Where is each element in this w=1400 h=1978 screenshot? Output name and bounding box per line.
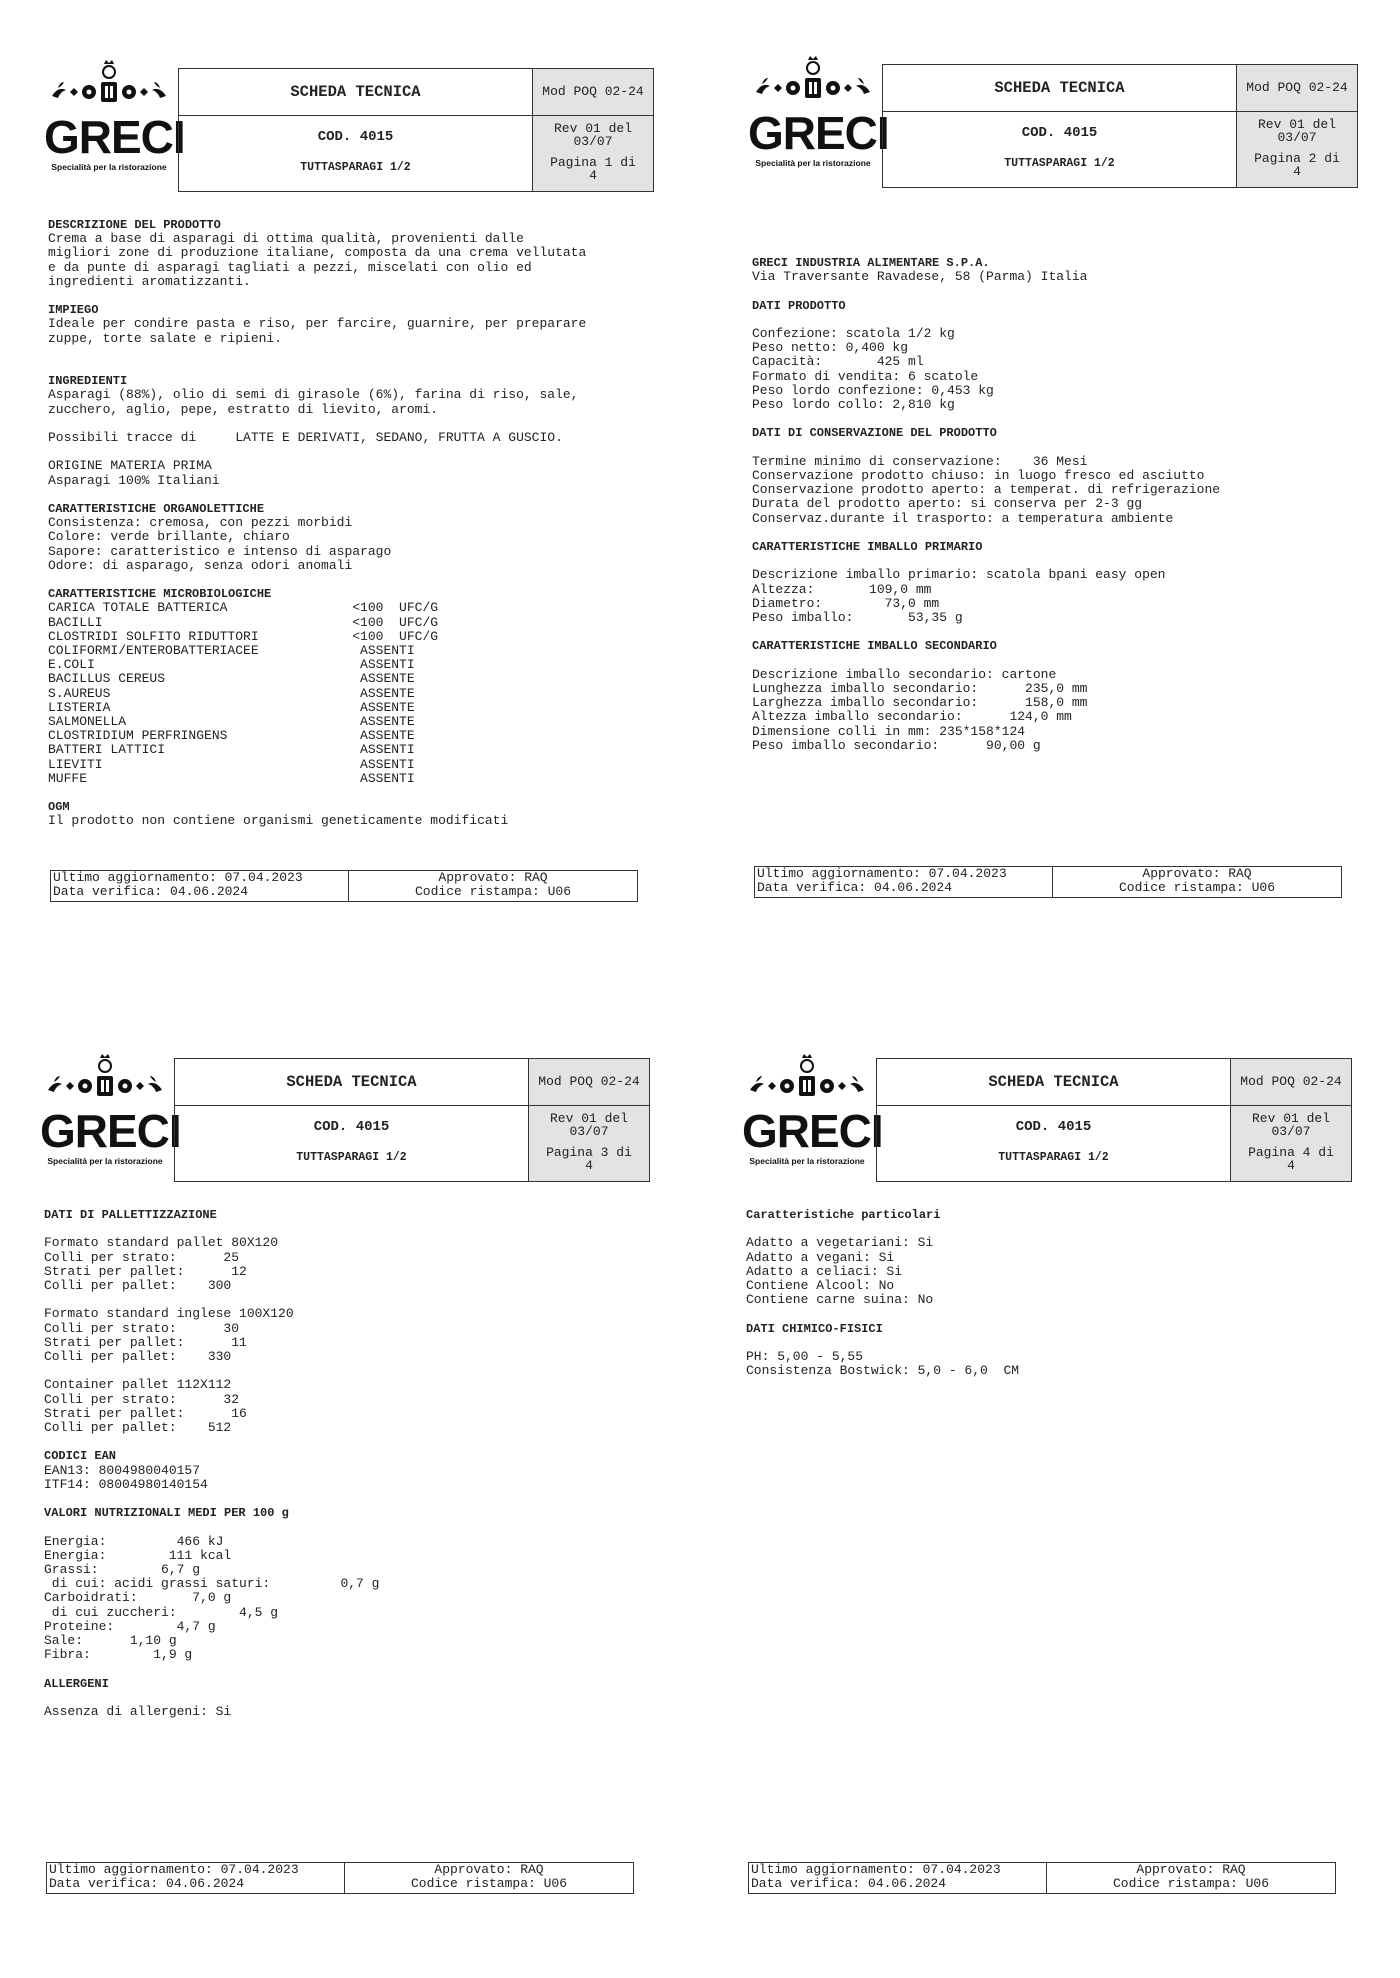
verify-date: Data verifica: 04.06.2024 bbox=[49, 1876, 245, 1891]
section-heading: CODICI EAN bbox=[44, 1449, 117, 1464]
greci-logo bbox=[742, 1052, 883, 1172]
logo-wordmark: GRECI bbox=[44, 111, 185, 163]
page-number: Pagina 3 di 4 bbox=[546, 1145, 632, 1173]
verify-date: Data verifica: 04.06.2024 bbox=[53, 884, 249, 899]
section-heading: DESCRIZIONE DEL PRODOTTO bbox=[48, 218, 221, 232]
footer-box bbox=[46, 1862, 634, 1894]
module-code: Mod POQ 02-24 bbox=[1237, 65, 1357, 112]
spacer bbox=[752, 554, 1220, 568]
section-heading: DATI DI PALLETTIZZAZIONE bbox=[44, 1208, 217, 1222]
verify-date: Data verifica: 04.06.2024 bbox=[751, 1876, 947, 1891]
section-text: Formato standard pallet 80X120 Colli per strato: 25 Strati per pallet: 12 Colli per pallet: 300 Formato standard inglese 100X120 Colli per strato: 30 Strati per pallet: 11 Colli per pallet: 330 Container pallet 112X112 Colli per strato: 32 Strati per pallet: 16 Colli per pallet: 512 bbox=[44, 1235, 294, 1436]
page-number: Pagina 4 di 4 bbox=[1248, 1145, 1334, 1173]
page-number: Pagina 1 di 4 bbox=[550, 155, 636, 183]
section-text: Confezione: scatola 1/2 kg Peso netto: 0,400 kg Capacità: 425 ml Formato di vendita: 6 scatole Peso lordo confezione: 0,453 kg Peso lordo collo: 2,810 kg bbox=[752, 326, 994, 413]
module-code: Mod POQ 02-24 bbox=[533, 69, 653, 116]
section-heading: DATI DI CONSERVAZIONE DEL PRODOTTO bbox=[752, 426, 997, 441]
spacer bbox=[44, 1492, 379, 1506]
approved-by: Approvato: RAQ bbox=[1136, 1862, 1246, 1877]
section-text: Il prodotto non contiene organismi geneticamente modificati bbox=[48, 813, 509, 829]
document-title: SCHEDA TECNICA bbox=[175, 1059, 528, 1106]
greci-logo bbox=[44, 58, 185, 178]
section-heading: DATI PRODOTTO bbox=[752, 298, 846, 313]
last-update: Ultimo aggiornamento: 07.04.2023 bbox=[751, 1862, 1001, 1877]
greci-logo bbox=[40, 1052, 181, 1172]
section-text: Energia: 466 kJ Energia: 111 kcal Grassi: 6,7 g di cui: acidi grassi saturi: 0,7 g Carboidrati: 7,0 g di cui zuccheri: 4,5 g Proteine: 4,7 g Sale: 1,10 g Fibra: 1,9 g bbox=[44, 1533, 380, 1663]
revision: Rev 01 del 03/07 bbox=[1257, 117, 1336, 145]
header-box bbox=[174, 1058, 650, 1182]
footer-box bbox=[50, 870, 638, 902]
greci-emblem-icon bbox=[40, 1052, 170, 1112]
last-update: Ultimo aggiornamento: 07.04.2023 bbox=[53, 870, 303, 885]
section-heading: ALLERGENI bbox=[44, 1676, 109, 1691]
section-heading: INGREDIENTI bbox=[48, 374, 128, 389]
spacer bbox=[44, 1691, 379, 1705]
section-text: Ideale per condire pasta e riso, per farcire, guarnire, per preparare zuppe, torte salate e ripieni. bbox=[48, 316, 587, 346]
section-text: Via Traversante Ravadese, 58 (Parma) Italia bbox=[752, 269, 1088, 285]
module-code: Mod POQ 02-24 bbox=[1231, 1059, 1351, 1106]
greci-emblem-icon bbox=[742, 1052, 872, 1112]
page-content bbox=[44, 1208, 379, 1719]
section-heading: CARATTERISTICHE IMBALLO PRIMARIO bbox=[752, 540, 983, 554]
last-update: Ultimo aggiornamento: 07.04.2023 bbox=[49, 1862, 299, 1877]
revision: Rev 01 del 03/07 bbox=[549, 1111, 628, 1139]
section-text: Assenza di allergeni: Si bbox=[44, 1704, 232, 1720]
logo-tagline: Specialità per la ristorazione bbox=[749, 1156, 865, 1166]
spacer bbox=[752, 313, 1220, 327]
section-heading: IMPIEGO bbox=[48, 303, 99, 318]
product-code: COD. 4015 bbox=[317, 129, 394, 145]
reprint-code: Codice ristampa: U06 bbox=[1112, 1876, 1270, 1891]
section-heading: OGM bbox=[48, 800, 70, 815]
spacer bbox=[48, 488, 586, 502]
logo-tagline: Specialità per la ristorazione bbox=[47, 1156, 163, 1166]
spacer bbox=[746, 1222, 1019, 1236]
document-title: SCHEDA TECNICA bbox=[179, 69, 532, 116]
revision: Rev 01 del 03/07 bbox=[553, 121, 632, 149]
spacer bbox=[746, 1307, 1019, 1321]
section-text: Descrizione imballo secondario: cartone Lunghezza imballo secondario: 235,0 mm Larghezza imballo secondario: 158,0 mm Altezza imballo secondario: 124,0 mm Dimensione colli in mm: 235*158*124 Peso imballo secondario: 90,00 g bbox=[752, 666, 1088, 753]
product-code: COD. 4015 bbox=[1021, 125, 1098, 141]
product-name: TUTTASPARAGI 1/2 bbox=[296, 1151, 407, 1164]
spacer bbox=[752, 625, 1220, 639]
spacer bbox=[746, 1336, 1019, 1350]
section-text: Termine minimo di conservazione: 36 Mesi Conservazione prodotto chiuso: in luogo fresco ed asciutto Conservazione prodotto aperto: a temperat. di refrigerazione Durata del prodotto aperto: si conserva per 2-3 gg Conservaz.durante il trasporto: a temperatura ambiente bbox=[752, 453, 1221, 526]
page-content bbox=[746, 1208, 1019, 1378]
spacer bbox=[752, 526, 1220, 540]
section-heading: DATI CHIMICO-FISICI bbox=[746, 1321, 883, 1336]
last-update: Ultimo aggiornamento: 07.04.2023 bbox=[757, 866, 1007, 881]
document-title: SCHEDA TECNICA bbox=[877, 1059, 1230, 1106]
spacer bbox=[48, 346, 586, 374]
spacer bbox=[752, 412, 1220, 426]
product-name: TUTTASPARAGI 1/2 bbox=[1004, 157, 1115, 170]
section-heading: Caratteristiche particolari bbox=[746, 1208, 941, 1222]
section-text: Consistenza: cremosa, con pezzi morbidi Colore: verde brillante, chiaro Sapore: caratteristico e intenso di asparago Odore: di asparago, senza odori anomali bbox=[48, 515, 392, 573]
spacer bbox=[48, 786, 586, 800]
spacer bbox=[48, 573, 586, 587]
logo-tagline: Specialità per la ristorazione bbox=[51, 162, 167, 172]
reprint-code: Codice ristampa: U06 bbox=[1118, 880, 1276, 895]
section-text: Crema a base di asparagi di ottima qualità, provenienti dalle migliori zone di produzione italiane, composta da una crema vellutata e da punte di asparagi tagliati a pezzi, miscelati con olio ed ingredienti aromatizzanti. bbox=[48, 231, 587, 289]
reprint-code: Codice ristampa: U06 bbox=[414, 884, 572, 899]
spacer bbox=[752, 284, 1220, 298]
page-number: Pagina 2 di 4 bbox=[1254, 151, 1340, 179]
logo-wordmark: GRECI bbox=[748, 107, 889, 159]
product-code: COD. 4015 bbox=[1015, 1119, 1092, 1135]
spacer bbox=[752, 441, 1220, 455]
footer-box bbox=[748, 1862, 1336, 1894]
spacer bbox=[44, 1520, 379, 1534]
greci-emblem-icon bbox=[44, 58, 174, 118]
page-content bbox=[48, 218, 586, 829]
logo-tagline: Specialità per la ristorazione bbox=[755, 158, 871, 168]
approved-by: Approvato: RAQ bbox=[438, 870, 548, 885]
section-text: Descrizione imballo primario: scatola bpani easy open Altezza: 109,0 mm Diametro: 73,0 mm Peso imballo: 53,35 g bbox=[752, 567, 1166, 625]
section-heading: CARATTERISTICHE ORGANOLETTICHE bbox=[48, 502, 265, 517]
spacer bbox=[752, 654, 1220, 668]
document-title: SCHEDA TECNICA bbox=[883, 65, 1236, 112]
reprint-code: Codice ristampa: U06 bbox=[410, 1876, 568, 1891]
logo-wordmark: GRECI bbox=[40, 1105, 181, 1157]
header-box bbox=[882, 64, 1358, 188]
greci-logo bbox=[748, 54, 889, 174]
product-code: COD. 4015 bbox=[313, 1119, 390, 1135]
page-content bbox=[752, 256, 1220, 753]
spacer bbox=[44, 1662, 379, 1676]
section-text: CARICA TOTALE BATTERICA <100 UFC/G BACILLI <100 UFC/G CLOSTRIDI SOLFITO RIDUTTORI <100 UFC/G COLIFORMI/ENTEROBATTERIACEE ASSENTI E.COLI ASSENTI BACILLUS CEREUS ASSENTE S.AUREUS ASSENTE LISTERIA ASSENTE SALMONELLA ASSENTE CLOSTRIDIUM PERFRINGENS ASSENTE BATTERI LATTICI ASSENTI LIEVITI ASSENTI MUFFE ASSENTI bbox=[48, 600, 439, 786]
approved-by: Approvato: RAQ bbox=[434, 1862, 544, 1877]
logo-wordmark: GRECI bbox=[742, 1105, 883, 1157]
section-text: Asparagi (88%), olio di semi di girasole (6%), farina di riso, sale, zucchero, aglio, pepe, estratto di lievito, aromi. Possibili tracce di LATTE E DERIVATI, SEDANO, FRUTTA A GUSCIO. ORIGINE MATERIA PRIMA Asparagi 100% Italiani bbox=[48, 387, 579, 488]
section-heading: CARATTERISTICHE IMBALLO SECONDARIO bbox=[752, 639, 997, 654]
module-code: Mod POQ 02-24 bbox=[529, 1059, 649, 1106]
verify-date: Data verifica: 04.06.2024 bbox=[757, 880, 953, 895]
section-text: Adatto a vegetariani: Si Adatto a vegani: Si Adatto a celiaci: Si Contiene Alcool: No Contiene carne suina: No bbox=[746, 1235, 934, 1308]
section-heading: GRECI INDUSTRIA ALIMENTARE S.P.A. bbox=[752, 256, 990, 270]
spacer bbox=[44, 1222, 379, 1236]
section-text: PH: 5,00 - 5,55 Consistenza Bostwick: 5,0 - 6,0 CM bbox=[746, 1348, 1020, 1379]
product-name: TUTTASPARAGI 1/2 bbox=[300, 161, 411, 174]
approved-by: Approvato: RAQ bbox=[1142, 866, 1252, 881]
spacer bbox=[44, 1435, 379, 1449]
header-box bbox=[178, 68, 654, 192]
footer-box bbox=[754, 866, 1342, 898]
greci-emblem-icon bbox=[748, 54, 878, 114]
header-box bbox=[876, 1058, 1352, 1182]
revision: Rev 01 del 03/07 bbox=[1251, 1111, 1330, 1139]
product-name: TUTTASPARAGI 1/2 bbox=[998, 1151, 1109, 1164]
section-heading: VALORI NUTRIZIONALI MEDI PER 100 g bbox=[44, 1506, 289, 1521]
section-text: EAN13: 8004980040157 ITF14: 08004980140154 bbox=[44, 1462, 208, 1492]
spacer bbox=[48, 289, 586, 303]
section-heading: CARATTERISTICHE MICROBIOLOGICHE bbox=[48, 587, 272, 602]
